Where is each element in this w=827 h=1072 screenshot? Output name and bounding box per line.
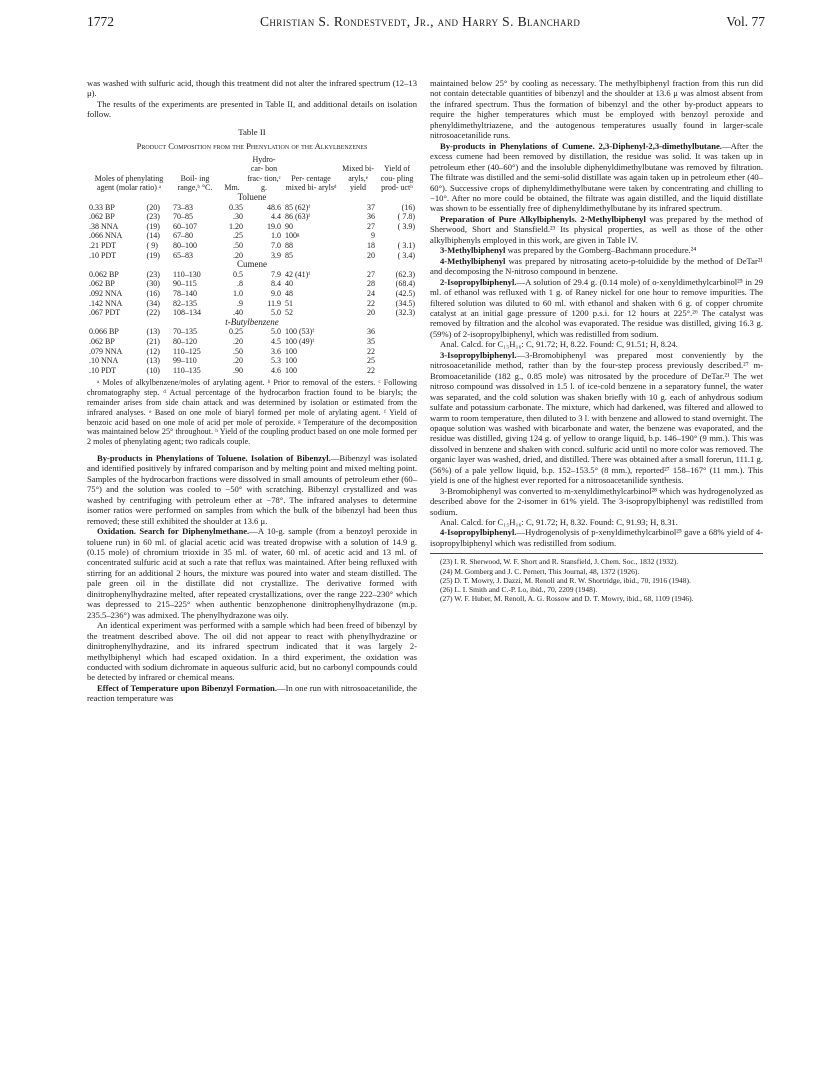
table-cell: 51 <box>285 298 293 308</box>
text-3-methylbiphenyl: was prepared by the Gomberg–Bachmann procedure.²⁴ <box>505 245 697 256</box>
table-cell: 36 <box>367 212 375 222</box>
table-row <box>87 366 417 376</box>
paragraph-4-isopropylbiphenyl <box>430 527 763 548</box>
table-cell: 7.9 <box>271 269 281 279</box>
table-cell: 0.33 BP <box>89 202 115 212</box>
table-cell: .062 BP <box>89 212 115 222</box>
table-product-composition <box>87 155 417 376</box>
table-cell: 110–135 <box>173 365 201 375</box>
table-cell: .21 PDT <box>89 241 117 251</box>
table-cell: 90 <box>285 221 293 231</box>
text-byproducts-toluene: —Bibenzyl was isolated and identified positively by infrared comparison and by melting point and mixed melting point. Samples of the hydrocarbon fractions were dissolved in small amounts of petroleum ether (60–75°) and the solution was cooled to −50° with scratching. Bibenzyl crystallized and was washed by centrifuging with petroleum ether at −78°. The infrared analyses to determine isomer ratios were performed on samples from which the bulk of the bibenzyl had been thus removed; these still exhibited the shoulder at 13.6 μ. <box>87 452 417 526</box>
table-cell: .38 NNA <box>89 221 119 231</box>
table-row <box>87 289 417 299</box>
table-cell: (21) <box>146 336 160 346</box>
table-cell: (12) <box>146 346 160 356</box>
table-header-hydrocarbon: Hydro- car- bon frac- tion,ᶜ g. <box>247 154 281 193</box>
table-cell: 4.4 <box>271 212 281 222</box>
heading-4-isopropylbiphenyl: 4-Isopropylbiphenyl. <box>440 527 517 538</box>
text-3-isopropylbiphenyl: —3-Bromobiphenyl was prepared most conveniently by the nitrosoacetanilide method, rather than by the four-step process previously described.²⁷ m-Bromoacetanilide (182 g., 0.85 mole) was nitrosated by the procedure of DeTar.²¹ The wet nitroso compound was dissolved in 1.5 l. of ice-cold benzene in a separatory funnel, the water was separated, and the cold solution was shaken briefly with 10 g. each of anhydrous sodium sulfate and potassium carbonate. The mixture, which had darkened, was filtered and allowed to warm to room temperature, then diluted to 3 l. with benzene and allowed to stand overnight. The opaque solution was washed with bicarbonate and water, the benzene was evaporated, and the residue was distilled, giving 124 g. of yellow to orange liquid, b.p. 146–190° (9 mm.). This was dissolved in benzene and shaken with concd. sulfuric acid until no more color was removed. The organic layer was washed, dried, and distilled. There was obtained after a small forerun, 111.1 g. (56%) of a pale yellow liquid, b.p. 152–153.5° (8 mm.), reported²⁷ 158–167° (11 mm.). This yield is one of the highest ever reported for a nitrosoacetanilide synthesis. <box>430 349 763 486</box>
table-cell: 22 <box>367 298 375 308</box>
text-2-isopropylbiphenyl: —A solution of 29.4 g. (0.14 mole) of o-xenyldimethylcarbinol²⁵ in 29 ml. of ethanol was refluxed with 1 g. of Raney nickel for one hour to remove impurities. The filtered solution was diluted to 60 ml. with ethanol and shaken with 6 g. of copper chromite catalyst at an initial gage pressure of 1200 p.s.i. for 12 hours at 225°.²⁶ The catalyst was removed by filtration and the alcohol was evaporated. The residue was distilled, giving 16.3 g. (59%) of 2-isopropylbiphenyl, which was redistilled from sodium. <box>430 276 763 339</box>
table-cell: 70–135 <box>173 327 197 337</box>
table-row <box>87 212 417 222</box>
reference-24: (24) M. Gomberg and J. C. Pernert, This Journal, 48, 1372 (1926). <box>440 566 640 576</box>
table-cell: 90–115 <box>173 279 197 289</box>
table-cell: .062 BP <box>89 279 115 289</box>
table-cell: (13) <box>146 356 160 366</box>
table-cell <box>377 231 417 241</box>
table-cell: 100 <box>285 356 297 366</box>
table-cell: 1.0 <box>233 288 243 298</box>
table-row <box>87 356 417 366</box>
table-cell: 1.0 <box>271 231 281 241</box>
table-row <box>87 327 417 337</box>
table-cell: 70–85 <box>173 212 193 222</box>
text-4-methylbiphenyl: was prepared by nitrosating aceto-p-toluidide by the method of DeTar²¹ and decomposing the N-nitroso compound in benzene. <box>430 255 763 277</box>
heading-4-methylbiphenyl: 4-Methylbiphenyl <box>440 255 506 266</box>
table-cell: 9.0 <box>271 288 281 298</box>
heading-byproducts-toluene: By-products in Phenylations of Toluene. Isolation of Bibenzyl. <box>97 452 331 463</box>
table-section-label: Toluene <box>237 192 267 203</box>
table-cell: (68.4) <box>395 279 415 289</box>
table-row <box>87 231 417 241</box>
table-header-coupling: Yield of cou- pling prod- uctʰ <box>380 164 414 193</box>
heading-oxidation: Oxidation. <box>97 526 136 537</box>
right-column <box>430 78 763 603</box>
table-cell: .30 <box>233 212 243 222</box>
table-cell: 0.5 <box>233 269 243 279</box>
table-cell: 40 <box>285 279 293 289</box>
table-cell: 80–120 <box>173 336 197 346</box>
table-cell: .142 NNA <box>89 298 123 308</box>
table-cell: 108–134 <box>173 308 201 318</box>
table-cell: .066 NNA <box>89 231 123 241</box>
paragraph-byproducts-toluene <box>87 453 417 526</box>
heading-3-isopropylbiphenyl: 3-Isopropylbiphenyl. <box>440 349 517 360</box>
table-cell: 20 <box>367 308 375 318</box>
table-cell: .9 <box>237 298 243 308</box>
paragraph-identical-experiment: An identical experiment was performed with a sample which had been freed of bibenzyl by the treatment described above. The oil did not appear to react with phenylhydrazine or dinitrophenylhydrazine, and its infrared spectrum indicated that it was largely 2-methylbiphenyl which had escaped oxidation. In a third experiment, the oxidation was conducted with sodium dichromate in aqueous sulfuric acid, but no carbonyl compounds could be detected by infrared or chemical means. <box>87 620 417 683</box>
paragraph-4-methylbiphenyl <box>430 256 763 277</box>
paragraph-2-isopropylbiphenyl <box>430 277 763 340</box>
table-cell: ( 9) <box>146 241 158 251</box>
table-cell: (23) <box>146 212 160 222</box>
reference-25: (25) D. T. Mowry, J. Dazzi, M. Renoll and R. W. Shortridge, ibid., 70, 1916 (1948). <box>440 575 691 585</box>
table-cell: 80–100 <box>173 241 197 251</box>
table-cell: 78–140 <box>173 288 197 298</box>
paragraph-continuation: maintained below 25° by cooling as necessary. The methylbiphenyl fraction from this run did not contain detectable quantities of bibenzyl and the shoulder at 13.6 μ was almost absent from the infrared spectrum. Thus the formation of bibenzyl and the other by-product appears to require the higher temperatures which must be employed with benzoyl peroxide and phenyldimethyltriazene, and the autogenous temperatures usually found in larger-scale nitrosoacetanilide runs. <box>430 78 763 141</box>
reference-26: (26) L. I. Smith and C.-P. Lo, ibid., 70, 2209 (1948). <box>440 585 598 594</box>
table-cell: 52 <box>285 308 293 318</box>
table-cell: (16) <box>146 288 160 298</box>
table-cell: .8 <box>237 279 243 289</box>
table-cell: (16) <box>401 202 415 212</box>
paragraph-3-methylbiphenyl <box>430 245 763 255</box>
table-cell: 82–135 <box>173 298 197 308</box>
heading-effect-temperature: Effect of Temperature upon Bibenzyl Formation. <box>97 682 277 693</box>
table-cell: .092 NNA <box>89 288 123 298</box>
table-cell <box>377 337 417 347</box>
table-cell: 18 <box>367 241 375 251</box>
table-cell: .40 <box>233 308 243 318</box>
table-cell: .079 NNA <box>89 346 123 356</box>
table-label: Table II <box>238 126 266 137</box>
paragraph-analysis-1: Anal. Calcd. for C₁₅H₁₆: C, 91.72; H, 8.22. Found: C, 91.51; H, 8.24. <box>440 339 678 350</box>
table-cell: 100 <box>285 346 297 356</box>
table-cell: .20 <box>233 336 243 346</box>
table-cell: 110–130 <box>173 269 201 279</box>
heading-2-isopropylbiphenyl: 2-Isopropylbiphenyl. <box>440 276 517 287</box>
table-cell: (42.5) <box>395 288 415 298</box>
table-cell: 11.9 <box>267 298 281 308</box>
table-header-mixed-biaryls: Mixed bi- aryls,ᵉ yield <box>342 164 374 193</box>
table-cell: ( 3.4) <box>397 250 415 260</box>
table-row <box>87 241 417 251</box>
table-cell: 110–125 <box>173 346 201 356</box>
table-cell: (34.5) <box>395 298 415 308</box>
table-cell: 3.9 <box>271 250 281 260</box>
table-cell: 8.4 <box>271 279 281 289</box>
table-cell: 85 (62)ᶠ <box>285 202 310 212</box>
table-row <box>87 279 417 289</box>
table-cell: 5.0 <box>271 308 281 318</box>
table-cell: 100 (49)ᶠ <box>285 336 314 346</box>
table-cell: 100 (53)ᶠ <box>285 327 314 337</box>
table-header-moles: Moles of phenylating agent (molar ratio) ᵃ <box>94 173 164 193</box>
heading-cumene-byproducts: By-products in Phenylations of Cumene. 2,3-Diphenyl-2,3-dimethylbutane. <box>440 140 722 151</box>
text-oxidation: —A 10-g. sample (from a benzoyl peroxide in toluene run) in 60 ml. of glacial acetic acid was treated dropwise with a solution of 14.9 g. (0.15 mole) of chromium trioxide in 35 ml. of water, 60 ml. of acetic acid and 13 ml. of concentrated sulfuric acid at such a rate that reflux was maintained. After being refluxed with stirring for an additional 2 hours, the mixture was poured into water and steam distilled. The pale green oil in the distillate did not crystallize. The derivative formed with dinitrophenylhydrazine melted, after repeated crystallizations, over the range 222–230° which was depressed to 215–225° when authentic benzophenone dinitrophenylhydrazone (m.p. 235.5–236°) was admixed. The phenylhydrazone was oily. <box>87 526 417 620</box>
table-cell: .067 PDT <box>89 308 121 318</box>
table-cell: .20 <box>233 250 243 260</box>
table-cell: (34) <box>146 298 160 308</box>
text-preparation: was prepared by the method of Sherwood, Short and Stansfield.²³ Its physical properties, as well as those of the other alkylbiphenyls employed in this work, are given in Table IV. <box>430 213 763 245</box>
table-cell: 7.0 <box>271 241 281 251</box>
table-cell: 3.6 <box>271 346 281 356</box>
paragraph-bromobiphenyl: 3-Bromobiphenyl was converted to m-xenyldimethylcarbinol²⁸ which was hydrogenolyzed as described above for the 2-isomer in 61% yield. The 3-isopropylbiphenyl was redistilled from sodium. <box>430 485 763 517</box>
table-cell: 36 <box>367 327 375 337</box>
table-cell: (23) <box>146 269 160 279</box>
table-cell <box>377 366 417 376</box>
table-cell: 42 (41)ᶠ <box>285 269 310 279</box>
table-header-mm: Mm. <box>224 183 240 193</box>
table-cell: 0.25 <box>229 327 243 337</box>
table-cell: 99–110 <box>173 356 197 366</box>
table-cell: 5.0 <box>271 327 281 337</box>
table-cell: 22 <box>367 346 375 356</box>
table-header-boiling: Boil- ing range,ᵇ °C. <box>177 173 213 193</box>
table-cell: .062 BP <box>89 336 115 346</box>
table-cell: 20 <box>367 250 375 260</box>
table-cell: ( 3.9) <box>397 221 415 231</box>
table-cell <box>377 356 417 366</box>
table-cell: (62.3) <box>395 269 415 279</box>
paragraph-effect-temperature <box>87 683 417 704</box>
table-cell: (19) <box>146 221 160 231</box>
table-section-t-butylbenzene <box>87 318 417 376</box>
page-number: 1772 <box>87 14 114 29</box>
table-cell: 86 (63)ᶠ <box>285 212 310 222</box>
table-cell: 27 <box>367 221 375 231</box>
table-cell: 67–80 <box>173 231 193 241</box>
paragraph-preparation <box>430 214 763 245</box>
table-cell: (22) <box>146 308 160 318</box>
table-section-toluene <box>87 193 417 260</box>
heading-3-methylbiphenyl: 3-Methylbiphenyl <box>440 245 506 256</box>
table-cell: 100ᵍ <box>285 231 300 241</box>
table-section-label: t-Butylbenzene <box>225 316 279 327</box>
table-cell: (19) <box>146 250 160 260</box>
table-title: Product Composition from the Phenylation of the Alkylbenzenes <box>136 141 368 152</box>
table-cell: 28 <box>367 279 375 289</box>
heading-preparation: Preparation of Pure Alkylbiphenyls. 2-Methylbiphenyl <box>440 213 646 224</box>
volume-label: Vol. 77 <box>726 14 765 29</box>
table-cell: 0.062 BP <box>89 269 119 279</box>
table-cell: 48.6 <box>267 202 281 212</box>
table-cell: 0.35 <box>229 202 243 212</box>
table-cell: 88 <box>285 241 293 251</box>
table-cell: 4.5 <box>271 336 281 346</box>
table-cell: 48 <box>285 288 293 298</box>
table-cell: 35 <box>367 336 375 346</box>
table-cell: 73–83 <box>173 202 193 212</box>
table-row <box>87 299 417 309</box>
running-authors: Christian S. Rondestvedt, Jr., and Harry S. Blanchard <box>260 14 581 29</box>
table-cell: 27 <box>367 269 375 279</box>
paragraph-3-isopropylbiphenyl <box>430 350 763 486</box>
table-cell: .10 PDT <box>89 250 117 260</box>
table-cell: 5.3 <box>271 356 281 366</box>
table-row <box>87 222 417 232</box>
table-cell <box>377 347 417 357</box>
table-cell: (30) <box>146 279 160 289</box>
running-head <box>87 14 765 34</box>
table-cell: 65–83 <box>173 250 193 260</box>
paragraph-cumene-byproducts <box>430 141 763 214</box>
table-row <box>87 337 417 347</box>
table-cell: (20) <box>146 202 160 212</box>
heading-diphenylmethane: Search for Diphenylmethane. <box>139 526 250 537</box>
table-cell: .10 NNA <box>89 356 119 366</box>
left-column <box>87 78 417 704</box>
table-row <box>87 270 417 280</box>
table-cell: 19.0 <box>267 221 281 231</box>
table-section-label: Cumene <box>237 259 267 270</box>
reference-23: (23) I. R. Sherwood, W. F. Short and R. Stansfield, J. Chem. Soc., 1832 (1932). <box>440 557 679 567</box>
table-header-percentage: Per- centage mixed bi- arylsᵈ <box>285 173 337 193</box>
table-cell <box>377 327 417 337</box>
table-cell: 1.20 <box>229 221 243 231</box>
table-cell: .50 <box>233 346 243 356</box>
table-cell: 22 <box>367 365 375 375</box>
table-cell: (14) <box>146 231 160 241</box>
table-cell: 85 <box>285 250 293 260</box>
table-cell: (10) <box>146 365 160 375</box>
table-cell: 100 <box>285 365 297 375</box>
table-cell: 4.6 <box>271 365 281 375</box>
table-cell: ( 3.1) <box>397 241 415 251</box>
table-cell: 37 <box>367 202 375 212</box>
paragraph-intro: was washed with sulfuric acid, though this treatment did not alter the infrared spectrum (12–13 μ). <box>87 78 417 99</box>
table-cell: .25 <box>233 231 243 241</box>
paragraph-analysis-2: Anal. Calcd. for C₁₅H₁₆: C, 91.72; H, 8.32. Found: C, 91.93; H, 8.31. <box>440 517 678 528</box>
table-cell: 9 <box>371 231 375 241</box>
table-cell: .10 PDT <box>89 365 117 375</box>
table-cell: 60–107 <box>173 221 197 231</box>
paragraph-results: The results of the experiments are presented in Table II, and additional details on isolation follow. <box>87 98 417 120</box>
references <box>430 553 763 603</box>
table-row <box>87 203 417 213</box>
table-cell: .50 <box>233 241 243 251</box>
table-footnotes: ᵃ Moles of alkylbenzene/moles of arylating agent. ᵇ Prior to removal of the esters. ᶜ Following chromatography step. ᵈ Actual percentage of the hydrocarbon fraction found to be biaryls; the remainder arises from side chain attack and was determined by isolation or estimated from the infrared analyses. ᵉ Based on one mole of biaryl formed per mole of arylating agent. ᶠ Yield of benzoic acid based on one mole of acid per mole of peroxide. ᵍ Temperature of the decomposition was maintained below 25° throughout. ʰ Yield of the coupling product based on one mole formed per 2 moles of phenylating agent; two radicals couple. <box>87 378 417 447</box>
table-cell: (32.3) <box>395 308 415 318</box>
table-cell: .20 <box>233 356 243 366</box>
text-effect-temperature: —In one run with nitrosoacetanilide, the reaction temperature was <box>87 682 417 704</box>
table-cell: 24 <box>367 288 375 298</box>
table-cell: .90 <box>233 365 243 375</box>
text-cumene-byproducts: —After the excess cumene had been removed by distillation, the residue was solid. It was taken up in petroleum ether (40–60°) and the insoluble diphenyldimethylbutane was removed by filtration. The filtrate was distilled and the semi-solid distillate was again taken up in petroleum ether (40–60°). Successive crops of diphenyldimethylbutane were taken by concentrating and chilling to −10°. After no more could be obtained, the filtrate was again distilled, and the liquid distillate was shown to be essentially free of diphenyldimethylbutane by its infrared spectrum. <box>430 140 763 214</box>
reference-27: (27) W. F. Huber, M. Renoll, A. G. Rossow and D. T. Mowry, ibid., 68, 1109 (1946). <box>440 594 694 604</box>
table-cell: 0.066 BP <box>89 327 119 337</box>
text-4-isopropylbiphenyl: —Hydrogenolysis of p-xenyldimethylcarbinol²⁵ gave a 68% yield of 4-isopropylbiphenyl which was redistilled from sodium. <box>430 527 763 548</box>
table-cell: ( 7.8) <box>397 212 415 222</box>
table-section-cumene <box>87 260 417 318</box>
table-cell: 25 <box>367 356 375 366</box>
table-cell: (13) <box>146 327 160 337</box>
table-row <box>87 347 417 357</box>
paragraph-oxidation <box>87 526 417 620</box>
